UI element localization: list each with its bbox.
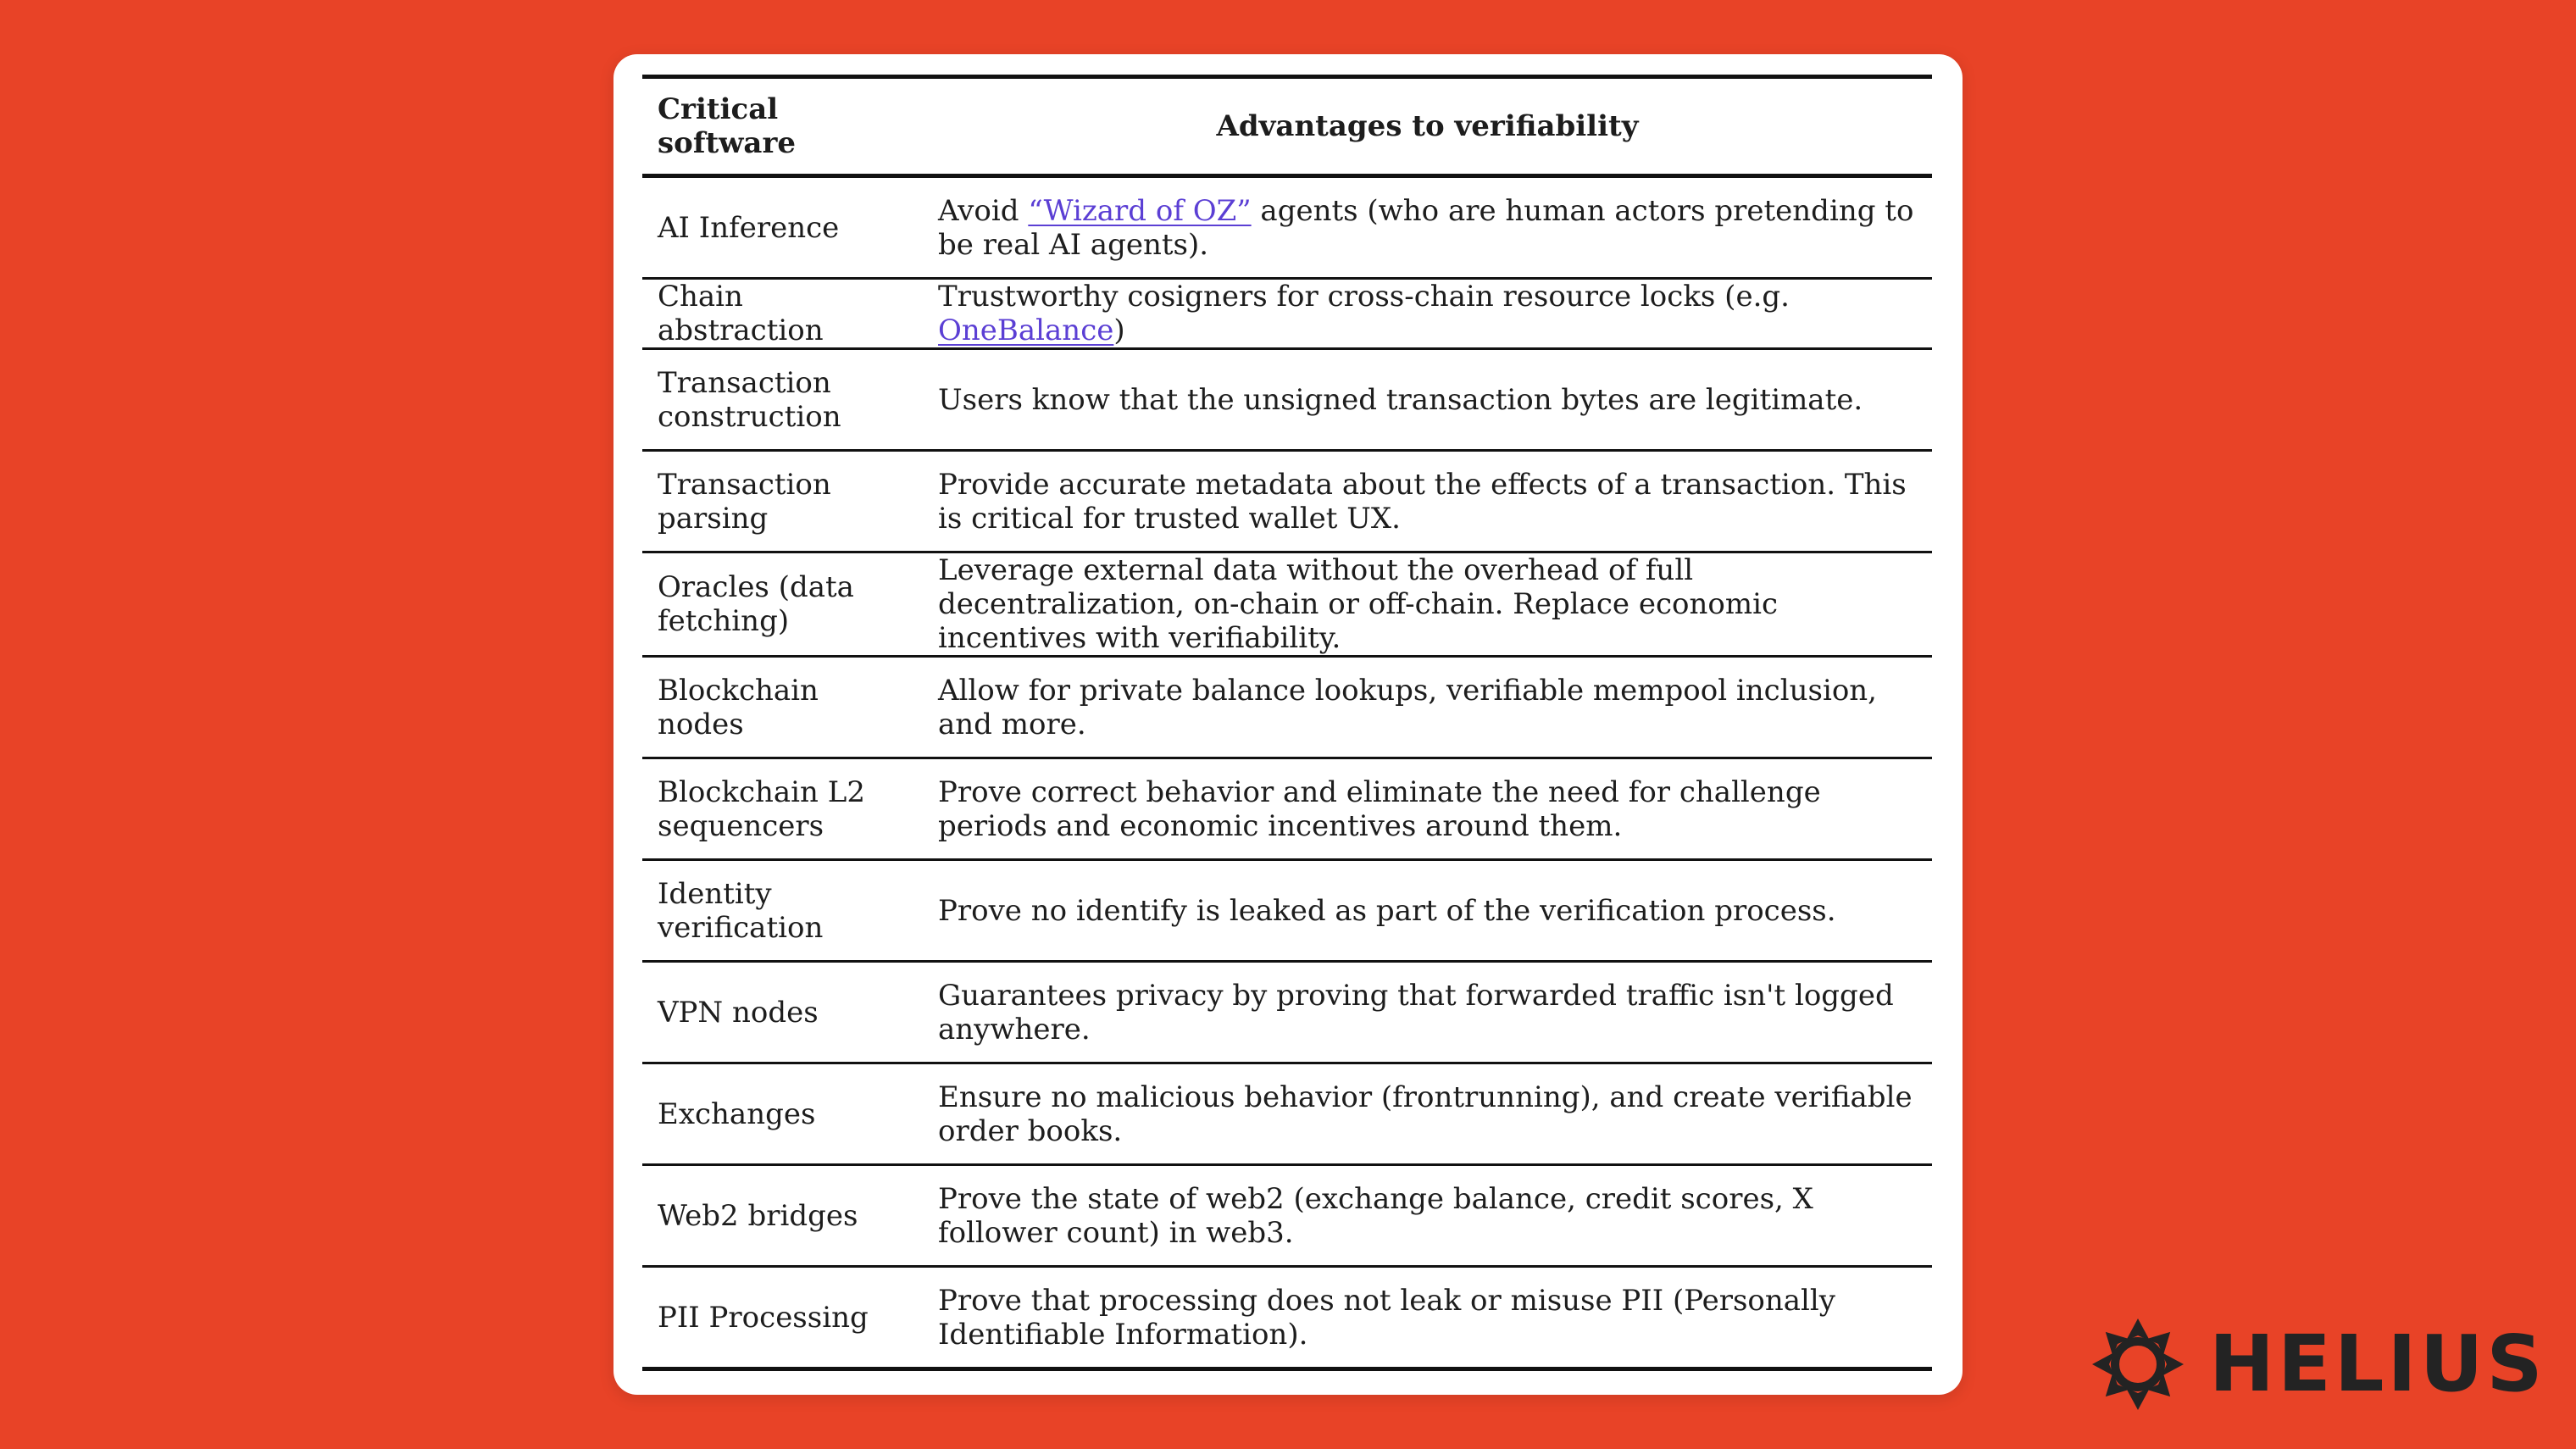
software-cell: PII Processing — [658, 1300, 869, 1335]
wizard-of-oz-link[interactable]: “Wizard of OZ” — [1028, 193, 1252, 228]
advantage-cell: Prove the state of web2 (exchange balance, credit scores, X follower count) in web3. — [938, 1181, 1813, 1250]
table-row — [642, 657, 1932, 758]
advantage-cell: Guarantees privacy by proving that forwarded traffic isn't logged anywhere. — [938, 978, 1894, 1046]
advantage-cell: Ensure no malicious behavior (frontrunning), and create verifiable order books. — [938, 1080, 1913, 1148]
advantage-text: Trustworthy cosigners for cross-chain resource locks (e.g. — [938, 280, 1790, 314]
advantage-cell — [923, 279, 1932, 349]
table-card — [613, 54, 1963, 1395]
advantage-cell: Prove that processing does not leak or misuse PII (Personally Identifiable Information). — [938, 1283, 1835, 1352]
software-cell: Oracles (data fetching) — [658, 570, 854, 638]
advantage-text: Avoid — [938, 193, 1029, 228]
table-row — [642, 1267, 1932, 1369]
advantage-cell: Users know that the unsigned transaction bytes are legitimate. — [938, 382, 1863, 417]
advantage-text: ) — [1113, 314, 1125, 347]
software-cell: VPN nodes — [658, 995, 819, 1030]
table-header-row — [642, 77, 1932, 176]
advantage-cell — [923, 176, 1932, 279]
header-critical-software: Critical software — [658, 92, 796, 160]
helius-logo — [2089, 1313, 2546, 1415]
onebalance-link[interactable]: OneBalance — [938, 314, 1114, 347]
software-cell: Blockchain L2 sequencers — [658, 774, 865, 843]
table-row — [642, 552, 1932, 657]
advantage-cell: Provide accurate metadata about the effects of a transaction. This is critical for trusted wallet UX. — [938, 467, 1907, 536]
advantage-text: agents (who are human actors pretending to be real AI agents). — [938, 193, 1914, 262]
helius-sun-icon — [2089, 1315, 2187, 1413]
software-cell: Web2 bridges — [658, 1198, 858, 1233]
table-row — [642, 451, 1932, 552]
header-advantages: Advantages to verifiability — [1216, 109, 1639, 143]
software-cell: Blockchain nodes — [658, 673, 819, 741]
helius-wordmark: HELIUS — [2209, 1319, 2546, 1409]
table-row — [642, 860, 1932, 962]
software-cell: Transaction construction — [658, 365, 841, 434]
advantage-cell: Allow for private balance lookups, verifiable mempool inclusion, and more. — [938, 673, 1877, 741]
table-row — [642, 1063, 1932, 1165]
table-row — [642, 176, 1932, 279]
advantage-cell: Prove correct behavior and eliminate the need for challenge periods and economic incentives around them. — [938, 774, 1821, 843]
software-cell: Identity verification — [658, 876, 824, 945]
software-cell: Chain abstraction — [658, 280, 824, 347]
table-row — [642, 962, 1932, 1063]
advantage-cell: Leverage external data without the overhead of full decentralization, on-chain or off-chain. Replace economic incentives with verifiability. — [938, 553, 1779, 655]
software-cell: Exchanges — [658, 1096, 816, 1131]
table-row — [642, 349, 1932, 451]
table-row — [642, 279, 1932, 349]
software-cell: Transaction parsing — [658, 467, 831, 536]
advantage-cell: Prove no identify is leaked as part of the verification process. — [938, 893, 1836, 928]
verifiability-table — [642, 75, 1932, 1371]
software-cell: AI Inference — [658, 210, 840, 245]
table-row — [642, 1165, 1932, 1267]
table-row — [642, 758, 1932, 860]
